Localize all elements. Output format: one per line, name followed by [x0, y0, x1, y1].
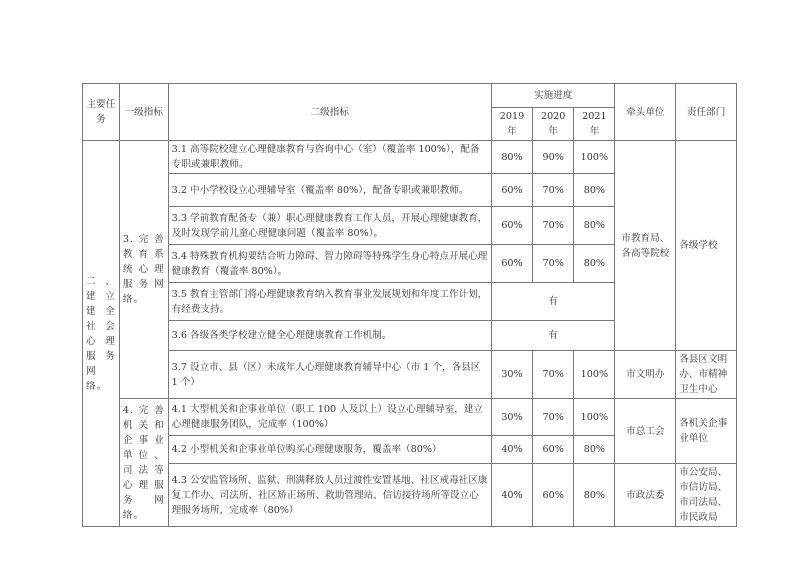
value-2019: 60% — [491, 245, 532, 283]
value-2021: 80% — [574, 436, 615, 464]
responsible-cell: 各级学校 — [676, 141, 737, 351]
main-task-cell: 二、建立建全社会心理服务网络。 — [83, 141, 120, 527]
value-2020: 70% — [533, 399, 574, 436]
value-2019: 80% — [491, 141, 532, 174]
header-year-2021: 2021 年 — [574, 108, 615, 141]
value-2019: 30% — [491, 351, 532, 399]
value-2020: 60% — [533, 464, 574, 527]
level2-cell: 3.6 各级各类学校建立健全心理健康教育工作机制。 — [168, 321, 491, 351]
value-2019: 30% — [491, 399, 532, 436]
level2-cell: 4.1 大型机关和企事业单位（职工 100 人及以上）设立心理辅导室，建立心理健康服务团队，完成率（100%） — [168, 399, 491, 436]
responsible-cell: 各机关企事业单位 — [676, 399, 737, 464]
value-2021: 80% — [574, 464, 615, 527]
level2-cell: 3.4 特殊教育机构要结合听力障碍、智力障碍等特殊学生身心特点开展心理健康教育（覆盖率 80%）。 — [168, 245, 491, 283]
level2-cell: 4.3 公安监管场所、监狱、刑满释放人员过渡性安置基地、社区戒毒社区康复工作办、司法所、社区矫正场所、救助管理站、信访接待场所等设立心理服务场所，完成率（80%） — [168, 464, 491, 527]
value-2020: 70% — [533, 174, 574, 207]
value-2021: 80% — [574, 174, 615, 207]
merged-value: 有 — [491, 283, 615, 321]
value-2020: 70% — [533, 207, 574, 245]
level2-cell: 3.2 中小学校设立心理辅导室（覆盖率 80%），配备专职或兼职教师。 — [168, 174, 491, 207]
level2-cell: 3.7 设立市、县（区）未成年人心理健康教育辅导中心（市 1 个，各县区 1 个） — [168, 351, 491, 399]
value-2019: 60% — [491, 207, 532, 245]
value-2019: 40% — [491, 464, 532, 527]
merged-value: 有 — [491, 321, 615, 351]
lead-unit-cell: 市教育局、各高等院校 — [615, 141, 676, 351]
value-2020: 90% — [533, 141, 574, 174]
header-main-task: 主要任务 — [83, 84, 120, 141]
value-2021: 100% — [574, 141, 615, 174]
value-2021: 80% — [574, 207, 615, 245]
level2-cell: 3.5 教育主管部门将心理健康教育纳入教育事业发展规划和年度工作计划，有经费支持。 — [168, 283, 491, 321]
value-2020: 70% — [533, 245, 574, 283]
value-2021: 80% — [574, 245, 615, 283]
value-2019: 60% — [491, 174, 532, 207]
level2-cell: 4.2 小型机关和企事业单位购买心理健康服务，覆盖率（80%） — [168, 436, 491, 464]
value-2020: 60% — [533, 436, 574, 464]
header-level1: 一级指标 — [119, 84, 168, 141]
value-2021: 100% — [574, 351, 615, 399]
responsible-cell: 市公安局、市信访局、市司法局、市民政局 — [676, 464, 737, 527]
header-level2: 二级指标 — [168, 84, 491, 141]
header-responsible: 责任部门 — [676, 84, 737, 141]
value-2020: 70% — [533, 351, 574, 399]
value-2019: 40% — [491, 436, 532, 464]
level2-cell: 3.1 高等院校建立心理健康教育与咨询中心（室）（覆盖率 100%），配备专职或兼职教师。 — [168, 141, 491, 174]
level1-cell: 3.完善教育系统心理服务网络。 — [119, 141, 168, 399]
header-year-2019: 2019 年 — [491, 108, 532, 141]
lead-unit-cell: 市文明办 — [615, 351, 676, 399]
header-progress: 实施进度 — [491, 84, 615, 108]
level1-cell: 4.完善机关和企事业单位、司法等心理服务网络。 — [119, 399, 168, 527]
lead-unit-cell: 市政法委 — [615, 464, 676, 527]
header-year-2020: 2020 年 — [533, 108, 574, 141]
lead-unit-cell: 市总工会 — [615, 399, 676, 464]
level2-cell: 3.3 学前教育配备专（兼）职心理健康教育工作人员，开展心理健康教育，及时发现学前儿童心理健康问题（覆盖率 80%）。 — [168, 207, 491, 245]
implementation-table — [82, 83, 737, 527]
header-lead-unit: 牵头单位 — [615, 84, 676, 141]
responsible-cell: 各县区文明办、市精神卫生中心 — [676, 351, 737, 399]
value-2021: 100% — [574, 399, 615, 436]
